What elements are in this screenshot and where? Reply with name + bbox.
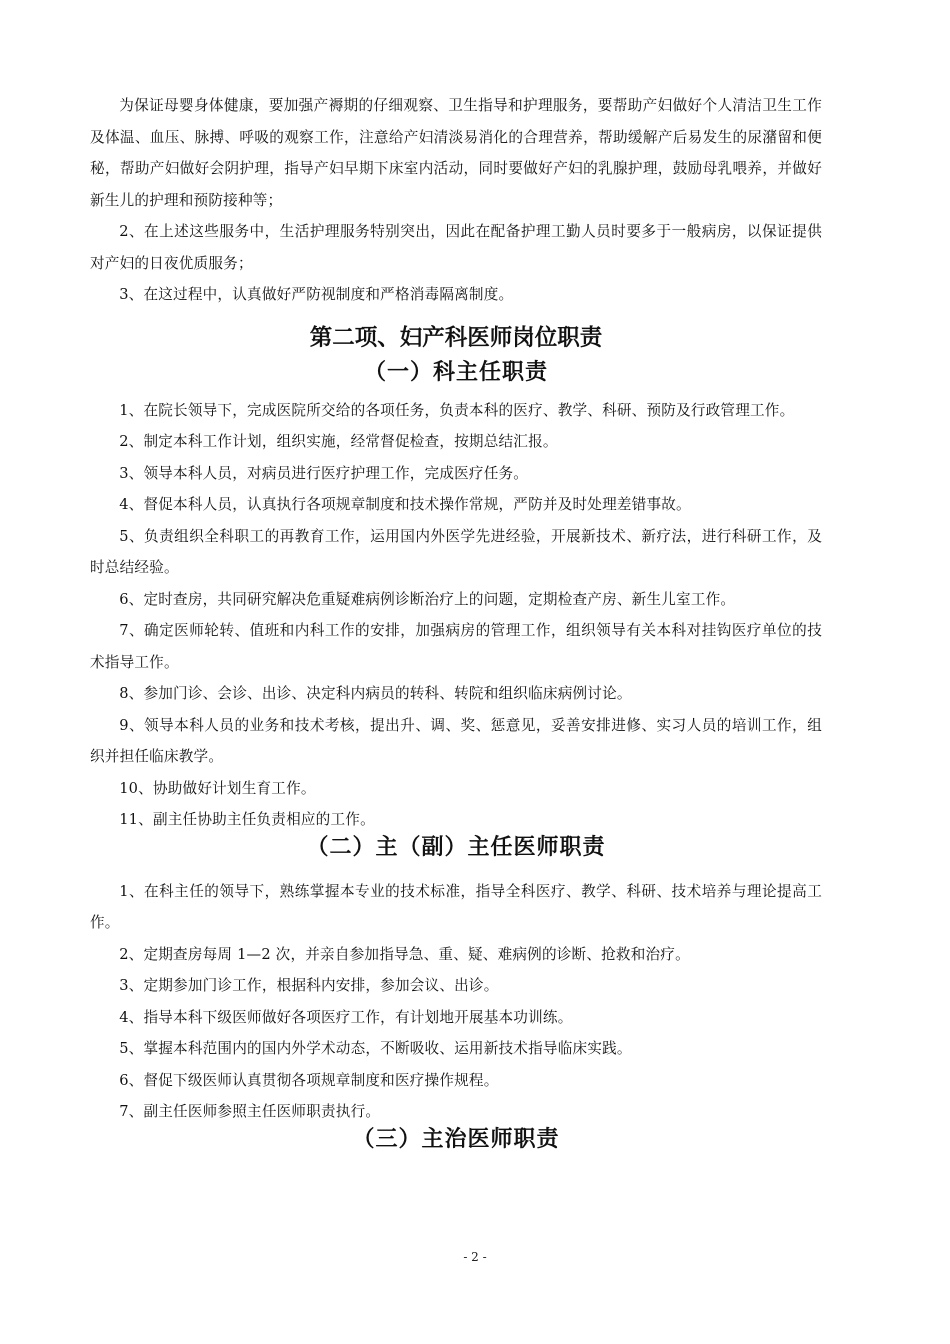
sub3-title: （三）主治医师职责 (352, 1125, 560, 1152)
sub1-item-7: 7、确定医师轮转、值班和内科工作的安排，加强病房的管理工作，组织领导有关本科对挂钩医疗单位的技术指导工作。 (90, 622, 822, 671)
sub1-item-1: 1、在院长领导下，完成医院所交给的各项任务，负责本科的医疗、教学、科研、预防及行政管理工作。 (119, 401, 795, 419)
page-number: - 2 - (463, 1250, 487, 1264)
intro-paragraph-1: 为保证母婴身体健康，要加强产褥期的仔细观察、卫生指导和护理服务，要帮助产妇做好个人清洁卫生工作及体温、血压、脉搏、呼吸的观察工作，注意给产妇清淡易消化的合理营养，帮助缓解产后易发生的尿潴留和便秘，帮助产妇做好会阴护理，指导产妇早期下床室内活动，同时要做好产妇的乳腺护理，鼓励母乳喂养，并做好新生儿的护理和预防接种等； (90, 97, 822, 209)
section-title: 第二项、妇产科医师岗位职责 (309, 324, 603, 351)
intro-paragraph-2: 2、在上述这些服务中，生活护理服务特别突出，因此在配备护理工勤人员时要多于一般病房，以保证提供对产妇的日夜优质服务； (90, 223, 822, 272)
sub2-item-4: 4、指导本科下级医师做好各项医疗工作，有计划地开展基本功训练。 (119, 1008, 573, 1026)
sub2-item-1: 1、在科主任的领导下，熟练掌握本专业的技术标准，指导全科医疗、教学、科研、技术培养与理论提高工作。 (90, 882, 822, 931)
sub2-item-6: 6、督促下级医师认真贯彻各项规章制度和医疗操作规程。 (119, 1071, 499, 1089)
sub2-item-3: 3、定期参加门诊工作，根据科内安排，参加会议、出诊。 (119, 977, 499, 994)
sub1-item-3: 3、领导本科人员，对病员进行医疗护理工作，完成医疗任务。 (119, 464, 529, 482)
sub2-item-2: 2、定期查房每周 1—2 次，并亲自参加指导急、重、疑、难病例的诊断、抢救和治疗。 (119, 945, 690, 963)
intro-paragraph-3: 3、在这过程中，认真做好严防视制度和严格消毒隔离制度。 (119, 286, 514, 303)
document-page (90, 90, 822, 1168)
sub2-item-7: 7、副主任医师参照主任医师职责执行。 (119, 1103, 381, 1120)
sub1-item-10: 10、协助做好计划生育工作。 (119, 779, 316, 797)
sub1-item-6: 6、定时查房，共同研究解决危重疑难病例诊断治疗上的问题，定期检查产房、新生儿室工作。 (119, 590, 736, 608)
sub1-item-4: 4、督促本科人员，认真执行各项规章制度和技术操作常规，严防并及时处理差错事故。 (119, 496, 691, 513)
sub1-item-8: 8、参加门诊、会诊、出诊、决定科内病员的转科、转院和组织临床病例讨论。 (119, 685, 632, 702)
sub1-title: （一）科主任职责 (363, 358, 548, 385)
sub1-item-2: 2、制定本科工作计划，组织实施，经常督促检查，按期总结汇报。 (119, 433, 558, 450)
sub1-item-9: 9、领导本科人员的业务和技术考核，提出升、调、奖、惩意见，妥善安排进修、实习人员的培训工作，组织并担任临床教学。 (90, 716, 822, 765)
sub2-item-5: 5、掌握本科范围内的国内外学术动态，不断吸收、运用新技术指导临床实践。 (119, 1040, 632, 1057)
sub2-title: （二）主（副）主任医师职责 (306, 833, 606, 860)
sub1-item-11: 11、副主任协助主任负责相应的工作。 (119, 811, 375, 828)
sub1-item-5: 5、负责组织全科职工的再教育工作，运用国内外医学先进经验，开展新技术、新疗法，进行科研工作，及时总结经验。 (90, 527, 822, 576)
